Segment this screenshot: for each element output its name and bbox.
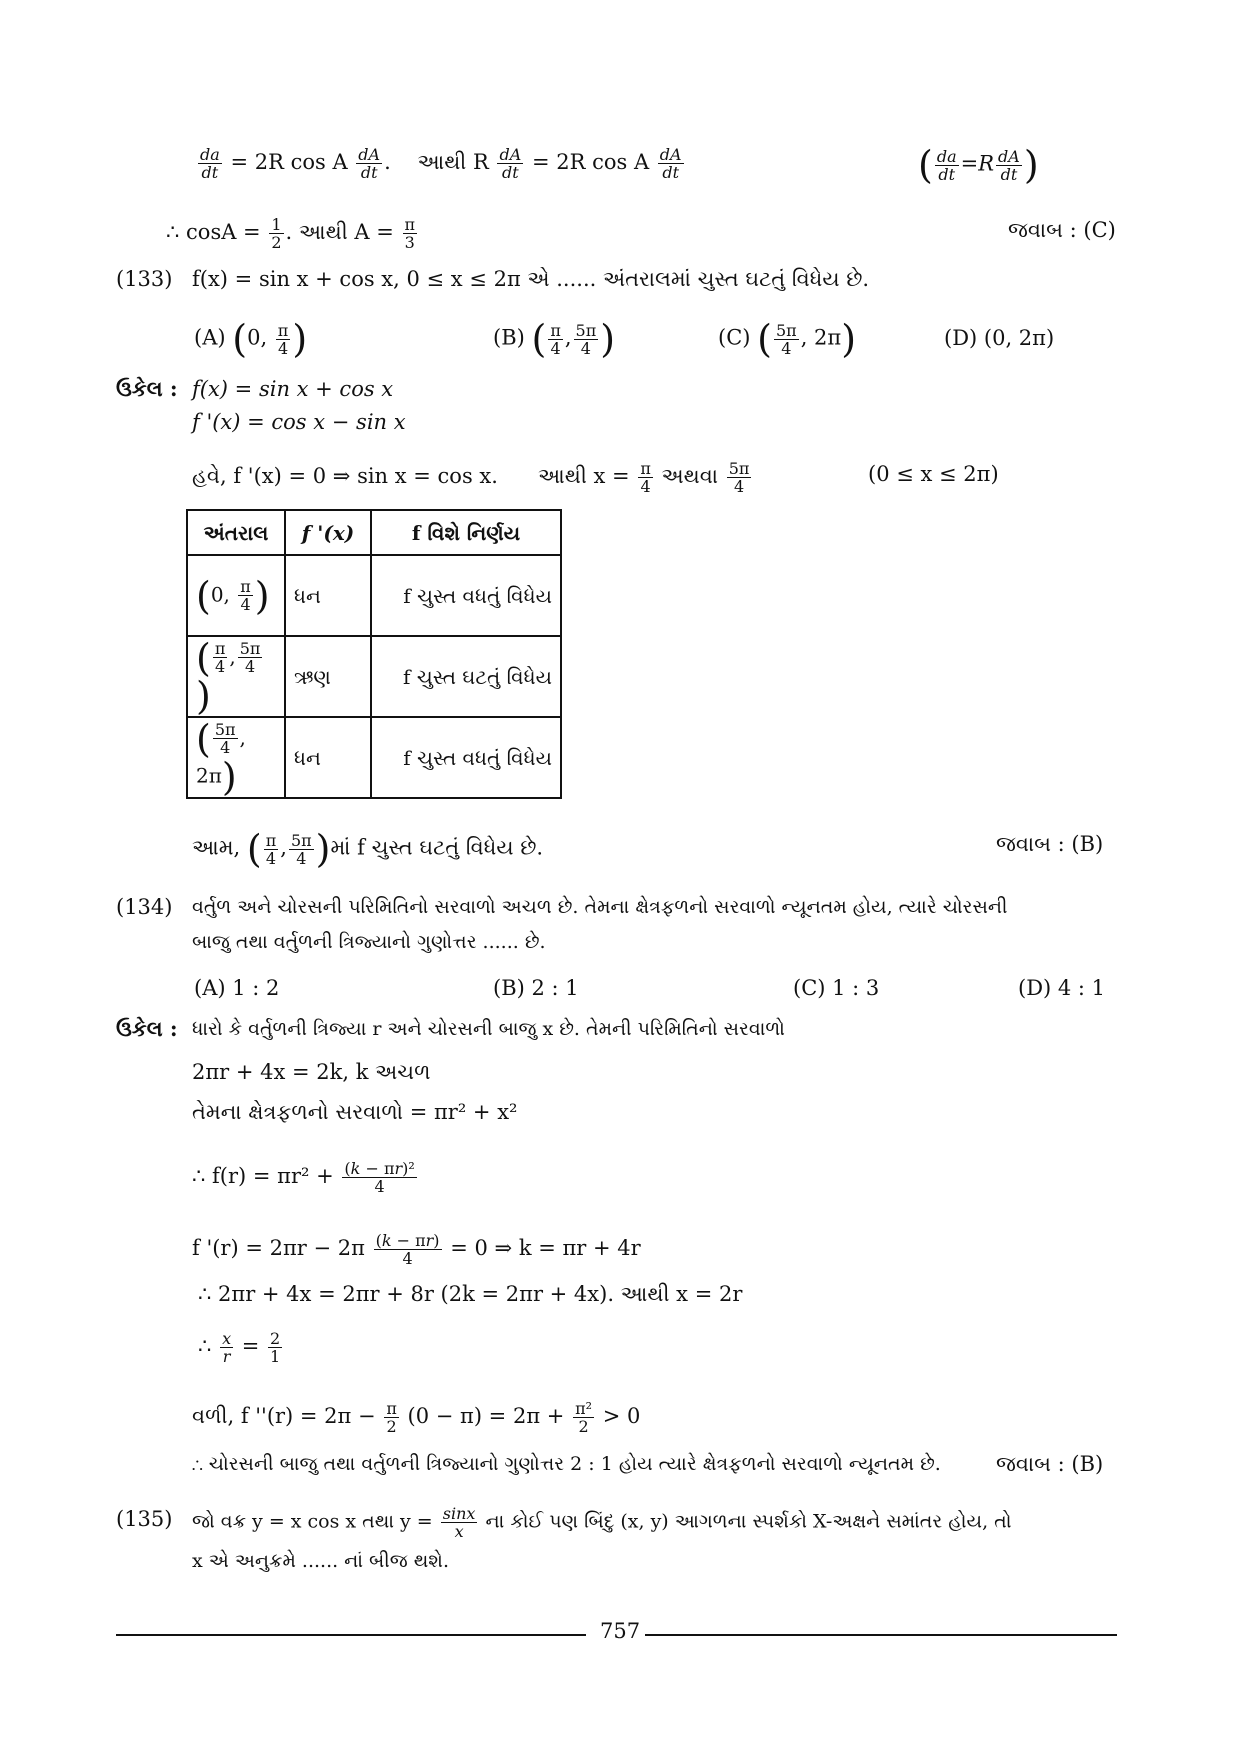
solution-line: ∴ f(r) = πr² + $\frac{\text{(k − πr)²}}{4}$ bbox=[192, 1159, 415, 1196]
page-number: 757 bbox=[600, 1619, 641, 1643]
sign-cell: ધન bbox=[285, 555, 371, 636]
solution-label: ઉકેલ : bbox=[116, 1016, 178, 1041]
fraction: $\frac{dA}{dt}$ bbox=[659, 145, 682, 182]
option-d: (D) 4 : 1 bbox=[1018, 976, 1106, 1000]
option-b: (B) 2 : 1 bbox=[493, 976, 579, 1000]
solution-line: ∴ ચોરસની બાજુ તથા વર્તુળની ત્રિજ્યાનો ગુણોત્તર 2 : 1 હોય ત્યારે ક્ષેત્રફળનો સરવાળો ન્યૂનતમ છે. bbox=[192, 1453, 941, 1475]
interval-cell: ( $\frac{\pi}{4}$ , $\frac{5\pi}{4}$ ) bbox=[187, 636, 285, 717]
sign-cell: ધન bbox=[285, 717, 371, 798]
question-text: x એ અનુક્રમે ...... નાં બીજ થશે. bbox=[192, 1550, 449, 1572]
eq-text: . આથી A = bbox=[285, 220, 394, 244]
table-row bbox=[187, 636, 561, 717]
header-interval: અંતરાલ bbox=[187, 510, 285, 555]
solution-line: f(x) = sin x + cos x bbox=[192, 377, 394, 401]
solution-line: વળી, f ''(r) = 2π − $\frac{\pi}{2}$ (0 − π) = 2π + $\frac{\text{π²}}{2}$ > 0 bbox=[192, 1399, 641, 1436]
option-a: (A) 1 : 2 bbox=[194, 976, 280, 1000]
domain-note: (0 ≤ x ≤ 2π) bbox=[868, 462, 999, 486]
equation-line-2: ∴ cosA = $\frac{1}{2}$ . આથી A = $\frac{\pi}{3}$ bbox=[166, 215, 416, 252]
interval-cell: (0, $\frac{\pi}{4}$ ) bbox=[187, 555, 285, 636]
fraction: $\frac{dA}{dt}$ bbox=[499, 145, 522, 182]
question-text: f(x) = sin x + cos x, 0 ≤ x ≤ 2π એ ...... અંતરાલમાં ચુસ્ત ઘટતું વિધેય છે. bbox=[192, 267, 870, 291]
question-text: જો વક્ર y = x cos x તથા y = $\frac{\sin x}{x}$ ના કોઈ પણ બિંદુ (x, y) આગળના સ્પર્શકો X-અક્ષને સમાંતર હોય, તો bbox=[192, 1504, 1012, 1541]
table-row bbox=[187, 555, 561, 636]
solution-line: f '(r) = 2πr − 2π $\frac{(k - \pi r)}{4}$ = 0 ⇒ k = πr + 4r bbox=[192, 1231, 641, 1268]
question-number: (133) bbox=[116, 267, 173, 291]
conclusion-line: આમ, ( $\frac{\pi}{4}$ , $\frac{5\pi}{4}$ )માં f ચુસ્ત ઘટતું વિધેય છે. bbox=[192, 827, 544, 871]
table-row bbox=[187, 717, 561, 798]
fraction: $\frac{dA}{dt}$ bbox=[358, 145, 381, 182]
decision-cell: f ચુસ્ત વધતું વિધેય bbox=[371, 555, 561, 636]
table-header-row bbox=[187, 510, 561, 555]
option-a: (A) (0, $\frac{\pi}{4}$ ) bbox=[194, 317, 308, 361]
option-b: (B) ( $\frac{\pi}{4}$ , $\frac{5\pi}{4}$ ) bbox=[493, 317, 616, 361]
option-d: (D) (0, 2π) bbox=[944, 326, 1055, 350]
question-text: બાજુ તથા વર્તુળની ત્રિજ્યાનો ગુણોત્તર ...... છે. bbox=[192, 931, 546, 953]
solution-line: ∴ 2πr + 4x = 2πr + 8r (2k = 2πr + 4x). આથી x = 2r bbox=[198, 1282, 743, 1306]
decision-cell: f ચુસ્ત ઘટતું વિધેય bbox=[371, 636, 561, 717]
eq-text: = 2R cos A bbox=[531, 150, 650, 174]
fraction: $\frac{da}{dt}$ bbox=[200, 145, 220, 182]
footer-rule-right bbox=[645, 1634, 1117, 1636]
solution-line: ∴ $\frac{x}{r}$ = $\frac{2}{1}$ bbox=[198, 1329, 281, 1366]
option-c: (C) 1 : 3 bbox=[793, 976, 880, 1000]
answer-c: જવાબ : (C) bbox=[1008, 218, 1116, 242]
option-c: (C) ( $\frac{5\pi}{4}$ , 2π) bbox=[718, 317, 857, 361]
answer-b: જવાબ : (B) bbox=[996, 832, 1104, 856]
sign-table bbox=[186, 509, 562, 799]
header-decision: f વિશે નિર્ણય bbox=[371, 510, 561, 555]
footer-rule-left bbox=[116, 1634, 586, 1636]
question-number: (135) bbox=[116, 1507, 173, 1531]
solution-line: f '(x) = cos x − sin x bbox=[192, 410, 406, 434]
sign-cell: ઋણ bbox=[285, 636, 371, 717]
question-number: (134) bbox=[116, 895, 173, 919]
eq-text: = 2R cos A bbox=[230, 150, 348, 174]
solution-label: ઉકેલ : bbox=[116, 376, 178, 401]
equation-note: ( $\frac{da}{dt}$ =R $\frac{dA}{dt}$ ) bbox=[918, 143, 1039, 187]
eq-text: આથી R bbox=[417, 150, 489, 174]
decision-cell: f ચુસ્ત વધતું વિધેય bbox=[371, 717, 561, 798]
equation-line-1: $\frac{da}{dt}$ = 2R cos A $\frac{dA}{dt}$ . આથી R $\frac{dA}{dt}$ = 2R cos A $\frac{dA}{dt}$ bbox=[200, 145, 682, 182]
question-text: વર્તુળ અને ચોરસની પરિમિતિનો સરવાળો અચળ છે. તેમના ક્ષેત્રફળનો સરવાળો ન્યૂનતમ હોય, ત્યારે ચોરસની bbox=[192, 896, 1008, 918]
answer-b: જવાબ : (B) bbox=[996, 1452, 1104, 1476]
solution-line: તેમના ક્ષેત્રફળનો સરવાળો = πr² + x² bbox=[192, 1100, 518, 1124]
solution-line: 2πr + 4x = 2k, k અચળ bbox=[192, 1060, 431, 1084]
solution-line: હવે, f '(x) = 0 ⇒ sin x = cos x. આથી x = $\frac{\pi}{4}$ અથવા $\frac{5\pi}{4}$ bbox=[192, 459, 750, 496]
solution-line: ધારો કે વર્તુળની ત્રિજ્યા r અને ચોરસની બાજુ x છે. તેમની પરિમિતિનો સરવાળો bbox=[192, 1018, 785, 1040]
header-derivative: f '(x) bbox=[285, 510, 371, 555]
interval-cell: ( $\frac{5\pi}{4}$ , 2π) bbox=[187, 717, 285, 798]
eq-text: ∴ cosA = bbox=[166, 220, 261, 244]
